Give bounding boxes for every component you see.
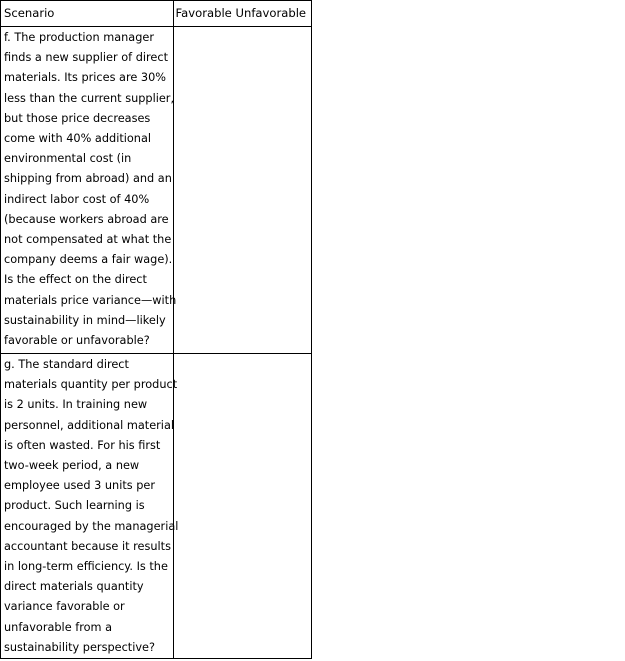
scenario-text-f xyxy=(1,27,177,351)
answer-cell-g[interactable] xyxy=(173,354,311,659)
table-row xyxy=(1,27,312,354)
scenario-line: materials price variance—with xyxy=(4,293,177,307)
scenario-line: unfavorable from a xyxy=(4,620,113,634)
scenario-header: Scenario xyxy=(4,6,55,20)
scenario-line: personnel, additional material xyxy=(4,418,174,432)
scenario-line: (because workers abroad are xyxy=(4,212,169,226)
favorable-header: Favorable xyxy=(175,6,232,20)
scenario-line: Is the effect on the direct xyxy=(4,273,147,287)
scenario-line: variance favorable or xyxy=(4,600,125,614)
scenario-line: sustainability in mind—likely xyxy=(4,313,166,327)
scenario-line: g. The standard direct xyxy=(4,358,129,371)
scenario-line: favorable or unfavorable? xyxy=(4,334,150,348)
scenario-line: in long-term efficiency. Is the xyxy=(4,560,168,574)
scenario-text-g xyxy=(1,354,179,658)
scenario-cell-f xyxy=(1,27,177,354)
scenario-line: accountant because it results xyxy=(4,539,171,553)
scenario-line: is 2 units. In training new xyxy=(4,398,148,412)
choice-header xyxy=(174,1,311,26)
choice-header-cell xyxy=(173,1,311,27)
scenario-table xyxy=(0,0,312,659)
scenario-cell-g xyxy=(1,354,179,659)
scenario-line: encouraged by the managerial xyxy=(4,519,179,533)
scenario-line: is often wasted. For his first xyxy=(4,438,161,452)
scenario-line: indirect labor cost of 40% xyxy=(4,192,150,206)
scenario-line: sustainability perspective? xyxy=(4,640,155,654)
scenario-line: materials. Its prices are 30% xyxy=(4,71,167,85)
scenario-line: employee used 3 units per xyxy=(4,479,156,493)
unfavorable-header: Unfavorable xyxy=(235,6,307,20)
scenario-line: f. The production manager xyxy=(4,31,154,44)
scenario-line: but those price decreases xyxy=(4,111,151,125)
scenario-line: not compensated at what the xyxy=(4,233,172,247)
scenario-line: two-week period, a new xyxy=(4,459,140,473)
scenario-line: come with 40% additional xyxy=(4,132,152,146)
table-row xyxy=(1,354,312,659)
scenario-line: company deems a fair wage). xyxy=(4,253,173,267)
answer-cell-f[interactable] xyxy=(173,27,311,354)
scenario-line: direct materials quantity xyxy=(4,580,144,594)
scenario-line: shipping from abroad) and an xyxy=(4,172,172,186)
scenario-line: environmental cost (in xyxy=(4,152,132,166)
scenario-line: product. Such learning is xyxy=(4,499,145,513)
scenario-line: materials quantity per product xyxy=(4,378,178,392)
scenario-line: finds a new supplier of direct xyxy=(4,51,169,65)
header-row xyxy=(1,1,312,27)
scenario-header-cell xyxy=(1,1,174,27)
scenario-line: less than the current supplier, xyxy=(4,91,175,105)
